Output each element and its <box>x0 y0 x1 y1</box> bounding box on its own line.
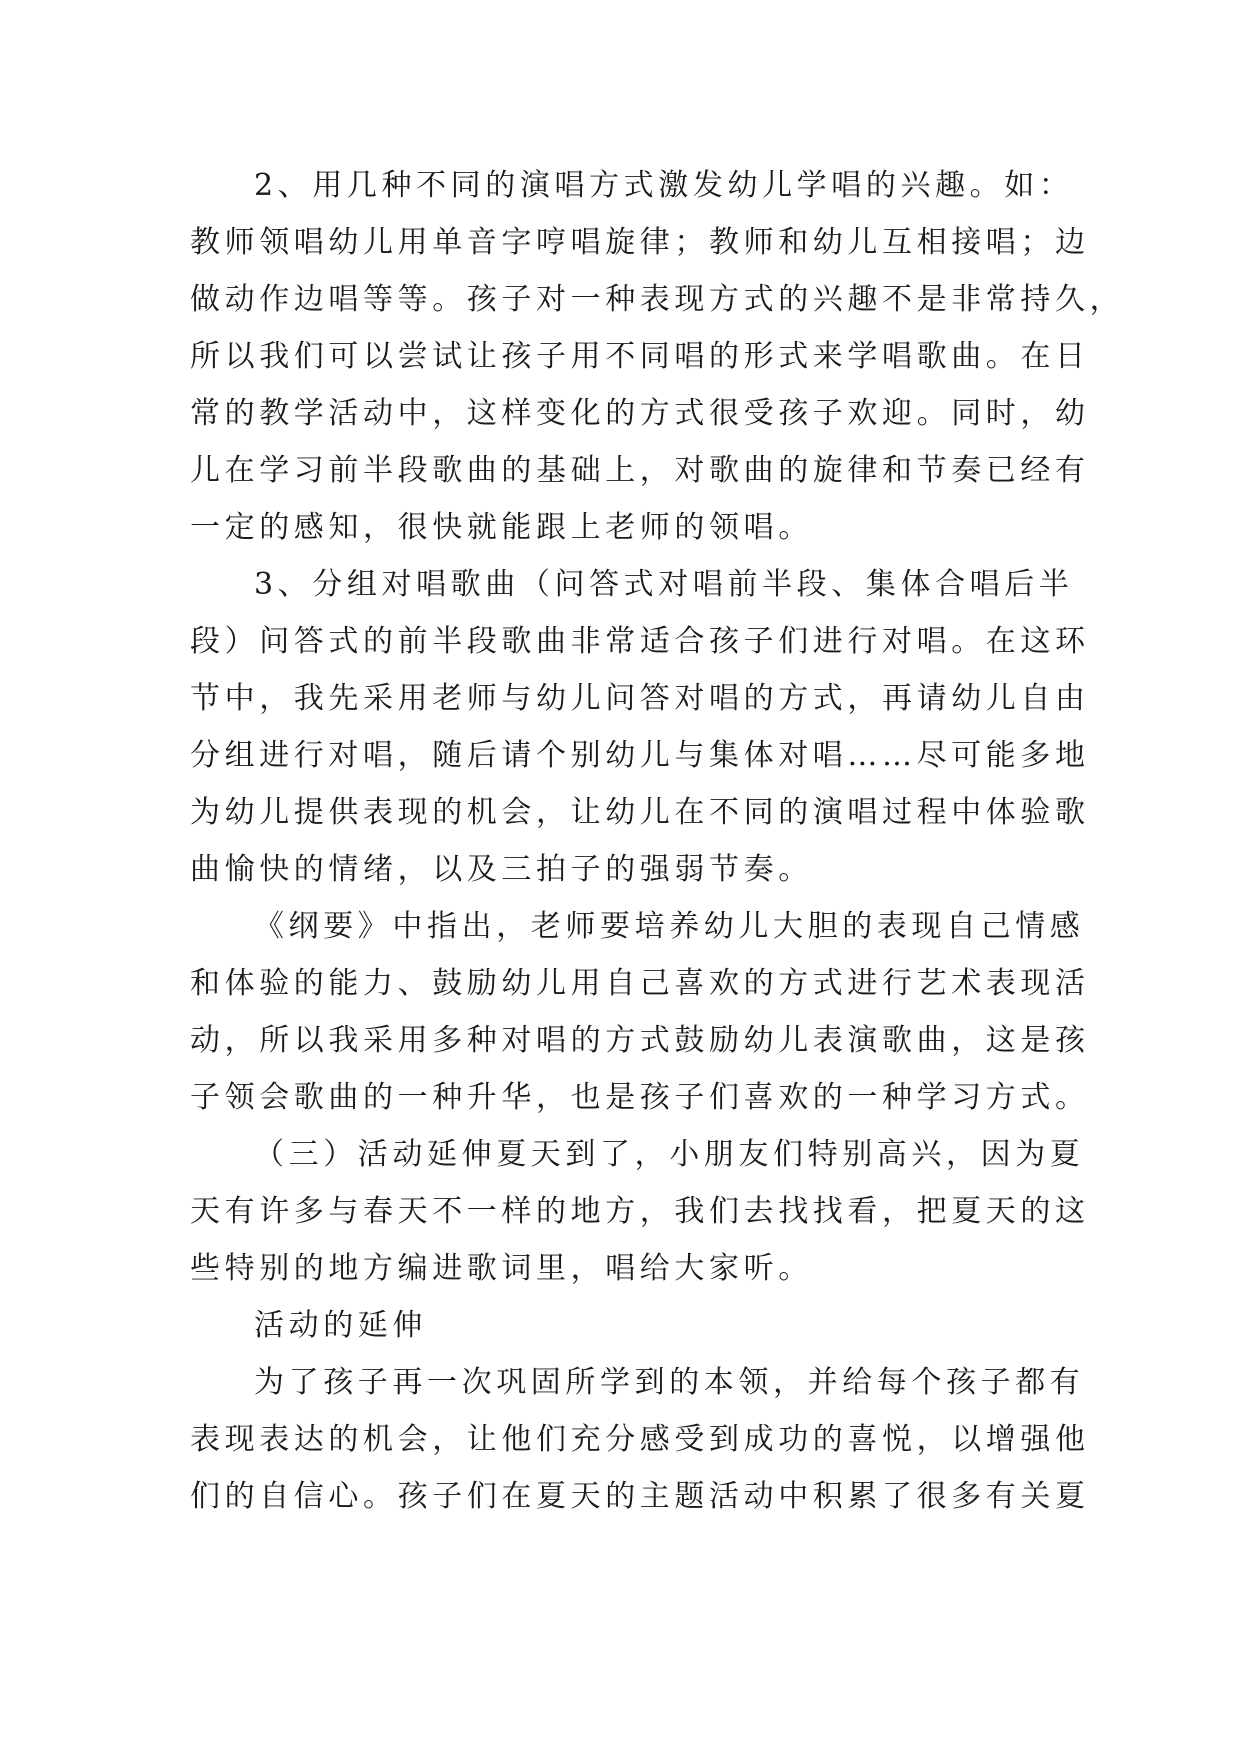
text-line: 些特别的地方编进歌词里，唱给大家听。 <box>190 1251 813 1286</box>
text-line: 为了孩子再一次巩固所学到的本领，并给每个孩子都有 <box>254 1365 1085 1400</box>
text-line: 3、分组对唱歌曲（问答式对唱前半段、集体合唱后半 <box>254 567 1074 602</box>
text-line: 儿在学习前半段歌曲的基础上，对歌曲的旋律和节奏已经有 <box>190 453 1090 488</box>
text-line: 《纲要》中指出，老师要培养幼儿大胆的表现自己情感 <box>254 909 1085 944</box>
text-line: 所以我们可以尝试让孩子用不同唱的形式来学唱歌曲。在日 <box>190 339 1090 374</box>
text-line: 2、用几种不同的演唱方式激发幼儿学唱的兴趣。如： <box>254 168 1074 203</box>
text-line: 曲愉快的情绪，以及三拍子的强弱节奏。 <box>190 852 813 887</box>
text-line: 教师领唱幼儿用单音字哼唱旋律；教师和幼儿互相接唱；边 <box>190 225 1090 260</box>
text-line: 动，所以我采用多种对唱的方式鼓励幼儿表演歌曲，这是孩 <box>190 1023 1090 1058</box>
text-line: 段）问答式的前半段歌曲非常适合孩子们进行对唱。在这环 <box>190 624 1090 659</box>
text-line: 子领会歌曲的一种升华，也是孩子们喜欢的一种学习方式。 <box>190 1080 1090 1115</box>
text-line: 一定的感知，很快就能跟上老师的领唱。 <box>190 510 813 545</box>
text-line: （三）活动延伸夏天到了，小朋友们特别高兴，因为夏 <box>254 1137 1085 1172</box>
text-line: 节中，我先采用老师与幼儿问答对唱的方式，再请幼儿自由 <box>190 681 1090 716</box>
text-line: 常的教学活动中，这样变化的方式很受孩子欢迎。同时，幼 <box>190 396 1090 431</box>
text-line: 表现表达的机会，让他们充分感受到成功的喜悦，以增强他 <box>190 1422 1090 1457</box>
text-line: 为幼儿提供表现的机会，让幼儿在不同的演唱过程中体验歌 <box>190 795 1090 830</box>
text-line: 和体验的能力、鼓励幼儿用自己喜欢的方式进行艺术表现活 <box>190 966 1090 1001</box>
text-line: 们的自信心。孩子们在夏天的主题活动中积累了很多有关夏 <box>190 1479 1090 1514</box>
text-line: 分组进行对唱，随后请个别幼儿与集体对唱……尽可能多地 <box>190 738 1090 773</box>
text-line: 做动作边唱等等。孩子对一种表现方式的兴趣不是非常持久， <box>190 282 1125 317</box>
section-heading: 活动的延伸 <box>254 1308 427 1343</box>
text-line: 天有许多与春天不一样的地方，我们去找找看，把夏天的这 <box>190 1194 1090 1229</box>
